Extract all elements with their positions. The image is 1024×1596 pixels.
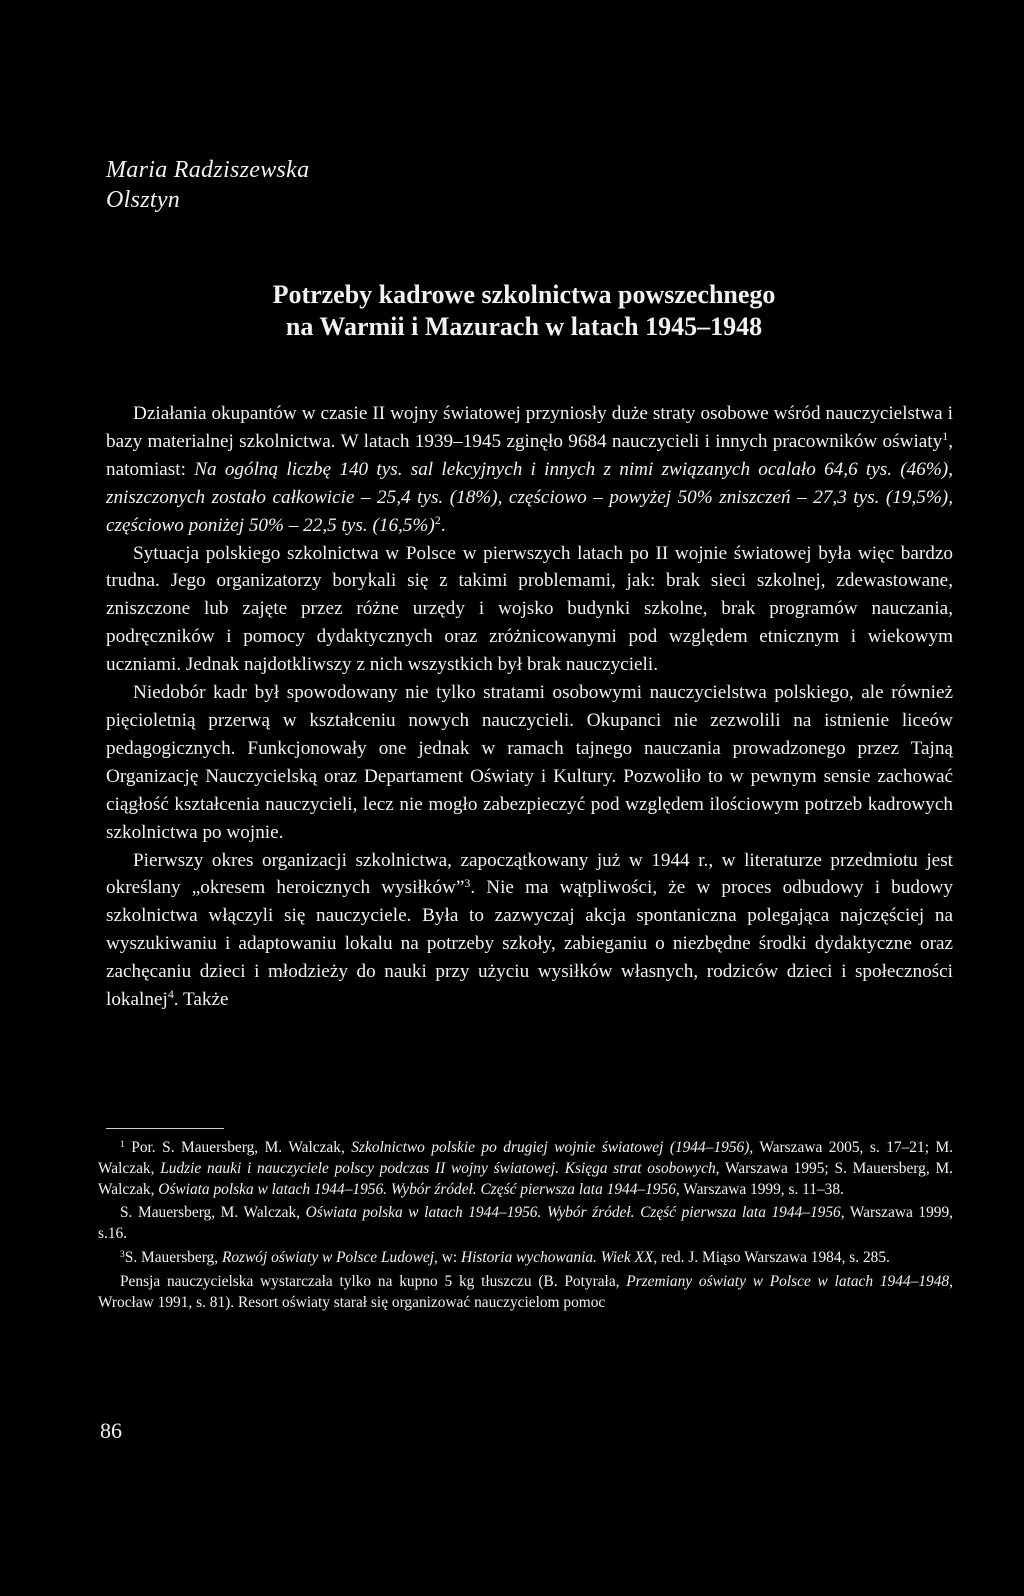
- footnote-1: $^1$ Por. S. Mauersberg, M. Walczak, Szkolnictwo polskie po drugiej wojnie światowej (1944–1956), Warszawa 2005, s. 17–21; M. Walczak, Ludzie nauki i nauczyciele polscy podczas II wojny światowej. Księga strat osobowych, Warszawa 1995; S. Mauersberg, M. Walczak, Oświata polska w latach 1944–1956. Wybór źródeł. Część pierwsza lata 1944–1956, Warszawa 1999, s. 11–38.: [98, 1138, 954, 1198]
- footnote-ref-3: 3: [464, 875, 471, 890]
- footnote-4: Pensja nauczycielska wystarczała tylko na kupno 5 kg tłuszczu (B. Potyrała, Przemiany oświaty w Polsce w latach 1944–1948, Wrocław 1991, s. 81). Resort oświaty starał się organizować nauczycielom pomoc: [98, 1272, 953, 1311]
- page-number: 86: [100, 1418, 122, 1443]
- author-name: Maria Radziszewska: [106, 157, 310, 183]
- footnote-ref-4: 4: [167, 987, 174, 1002]
- paragraph-1: Działania okupantów w czasie II wojny światowej przyniosły duże straty osobowe wśród nauczycielstwa i bazy materialnej szkolnictwa. W latach 1939–1945 zginęło 9684 nauczycieli i innych pracowników oświaty$^1$, natomiast: Na ogólną liczbę 140 tys. sal lekcyjnych i innych z nimi związanych ocalało 64,6 tys. (46%), zniszczonych zostało całkowicie – 25,4 tys. (18%), częściowo – powyżej 50% zniszczeń – 27,3 tys. (19,5%), częściowo poniżej 50% – 22,5 tys. $(16,5\%)^2$.: [106, 403, 953, 536]
- paragraph-3: Niedobór kadr był spowodowany nie tylko stratami osobowymi nauczycielstwa polskiego, ale również pięcioletnią przerwą w kształceniu nowych nauczycieli. Okupanci nie zezwolili na istnienie liceów pedagogicznych. Funkcjonowały one jednak w ramach tajnego nauczania prowadzonego przez Tajną Organizację Nauczycielską oraz Departament Oświaty i Kultury. Pozwoliło to w pewnym sensie zachować ciągłość kształcenia nauczycieli, lecz nie mogło zabezpieczyć pod względem ilościowym potrzeb kadrowych szkolnictwa po wojnie.: [106, 682, 953, 843]
- paragraph-2: Sytuacja polskiego szkolnictwa w Polsce w pierwszych latach po II wojnie światowej była więc bardzo trudna. Jego organizatorzy borykali się z takimi problemami, jak: brak sieci szkolnej, zdewastowane, zniszczone lub zajęte przez różne urzędy i wojsko budynki szkolne, brak programów nauczania, podręczników i pomocy dydaktycznych oraz zróżnicowanymi pod względem etnicznym i wiekowym uczniami. Jednak najdotkliwszy z nich wszystkich był brak nauczycieli.: [106, 542, 953, 676]
- footnote-2: S. Mauersberg, M. Walczak, Oświata polska w latach 1944–1956. Wybór źródeł. Część pierwsza lata 1944–1956, Warszawa 1999, s.16.: [98, 1204, 954, 1243]
- paragraph-4: Pierwszy okres organizacji szkolnictwa, zapoczątkowany już w 1944 r., w literaturze przedmiotu jest określany „okresem heroicznych wysiłków”$^3$. Nie ma wątpliwości, że w proces odbudowy i budowy szkolnictwa włączyli się nauczyciele. Była to zazwyczaj akcja spontaniczna polegająca najczęściej na wyszukiwaniu i adaptowaniu lokalu na potrzeby szkoły, zabieganiu o niezbędne środki dydaktyczne oraz zachęcaniu dzieci i młodzieży do nauki przy użyciu wysiłków własnych, rodziców dzieci i społeczności lokalnej$^4$. Także: [106, 849, 953, 1011]
- quoted-statistics: Na ogólną liczbę 140 tys. sal lekcyjnych i innych z nimi związanych ocalało 64,6 tys. (46%), zniszczonych zostało całkowicie – 25,4 tys. (18%), częściowo – powyżej 50% zniszczeń – 27,3 tys. (19,5%), częściowo poniżej 50% – 22,5 tys. (16,5%): [106, 458, 953, 536]
- article-body: [106, 400, 953, 1014]
- article-title: [100, 279, 948, 343]
- article-title-line-2: na Warmii i Mazurach w latach 1945–1948: [285, 312, 763, 341]
- footnote-ref-1: 1: [942, 429, 949, 444]
- author-location: Olsztyn: [106, 187, 181, 213]
- article-title-line-1: Potrzeby kadrowe szkolnictwa powszechnego: [272, 280, 776, 309]
- footnotes: [98, 1138, 953, 1316]
- footnote-ref-2: 2: [434, 513, 441, 528]
- footnote-separator: [106, 1128, 224, 1129]
- footnote-3: $^3$S. Mauersberg, Rozwój oświaty w Polsce Ludowej, w: Historia wychowania. Wiek XX, red. J. Miąso Warszawa 1984, s. 285.: [120, 1248, 890, 1266]
